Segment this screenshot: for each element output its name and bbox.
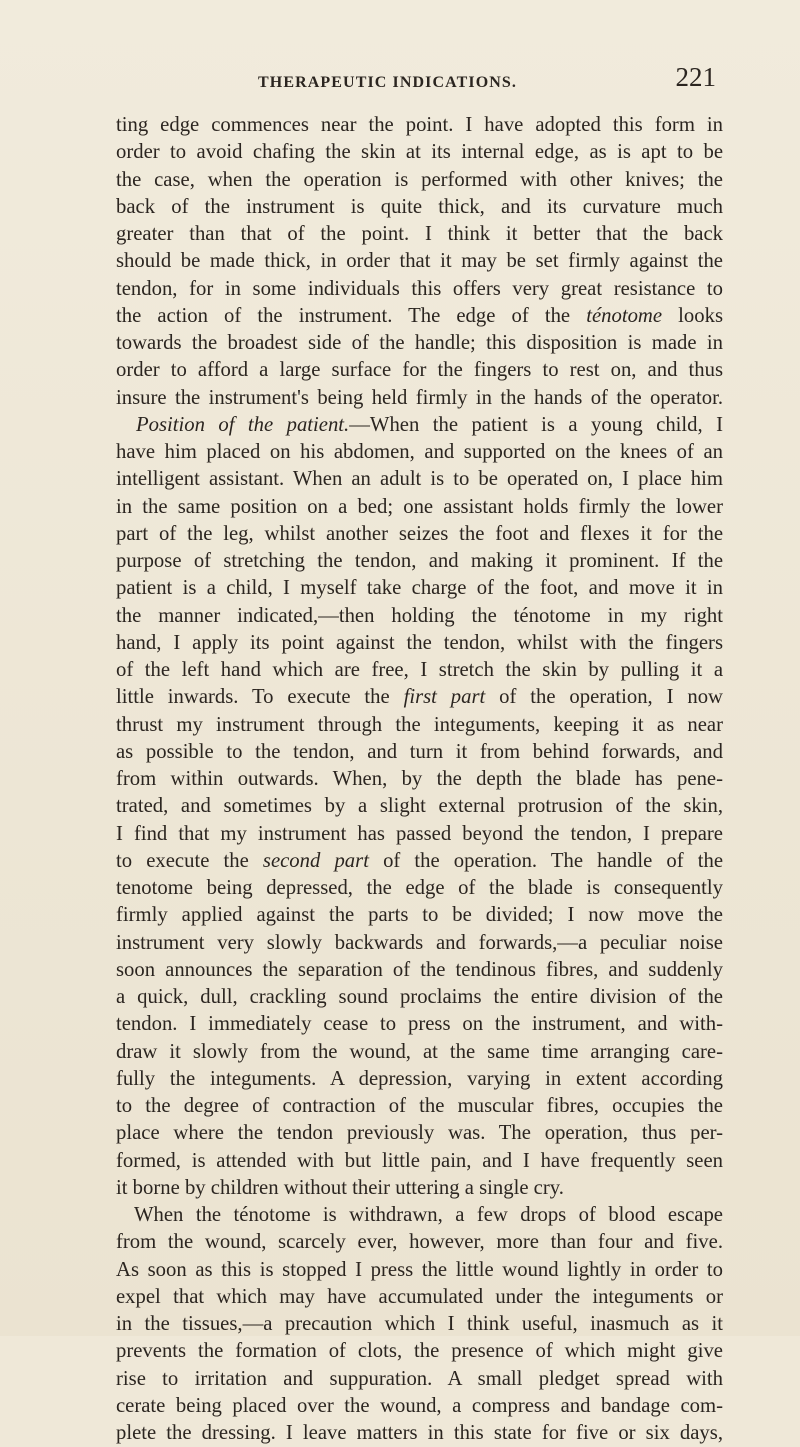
text-line: greater than that of the point. I think it better that the back [116,223,723,245]
text-line: place where the tendon previously was. The operation, thus per- [116,1122,723,1145]
text-line: to the degree of contraction of the muscular fibres, occupies the [116,1095,723,1117]
text-line: soon announces the separation of the tendinous fibres, and suddenly [116,958,723,981]
text-line: order to avoid chafing the skin at its internal edge, as is apt to be [116,141,723,164]
text-line: towards the broadest side of the handle; this disposition is made in [116,332,723,354]
text-line: as possible to the tendon, and turn it from behind forwards, and [116,740,723,763]
text-line: draw it slowly from the wound, at the same time arranging care- [116,1040,723,1063]
section-heading: Position of the patient. [136,413,350,436]
italic-term: first part [403,686,486,709]
text-segment: to execute the [116,849,263,872]
text-line: plete the dressing. I leave matters in this state for five or six days, [116,1422,723,1444]
text-line: prevents the formation of clots, the presence of which might give [116,1340,723,1363]
page-number: 221 [675,62,716,92]
text-segment: of the operation, I now [485,686,723,709]
text-line: should be made thick, in order that it may be set firmly against the [116,250,723,273]
text-line: of the left hand which are free, I stretch the skin by pulling it a [116,659,723,681]
text-line: When the ténotome is withdrawn, a few drops of blood escape [134,1204,723,1226]
text-line [116,412,723,439]
italic-term: ténotome [586,304,663,327]
text-line: have him placed on his abdomen, and supported on the knees of an [116,441,723,463]
text-segment: little inwards. To execute the [116,686,404,709]
text-line: the case, when the operation is performed with other knives; the [116,168,723,191]
text-line: ting edge commences near the point. I have adopted this form in [116,114,723,136]
text-line: back of the instrument is quite thick, and its curvature much [116,195,723,218]
text-line: firmly applied against the parts to be divided; I now move the [116,904,723,927]
text-line: tendon. I immediately cease to press on the instrument, and with- [116,1013,723,1036]
text-line: fully the integuments. A depression, varying in extent according [116,1067,723,1090]
text-line: purpose of stretching the tendon, and making it prominent. If the [116,550,723,572]
text-line: trated, and sometimes by a slight external protrusion of the skin, [116,795,723,818]
text-line: rise to irritation and suppuration. A small pledget spread with [116,1367,723,1390]
text-line: expel that which may have accumulated under the integuments or [116,1285,723,1308]
text-line: patient is a child, I myself take charge of the foot, and move it in [116,577,723,600]
text-line: in the tissues,—a precaution which I think useful, inasmuch as it [116,1313,723,1335]
text-line: intelligent assistant. When an adult is to be operated on, I place him [116,468,723,491]
text-line: part of the leg, whilst another seizes the foot and flexes it for the [116,522,723,545]
text-line: hand, I apply its point against the tendon, whilst with the fingers [116,631,723,654]
text-line: it borne by children without their uttering a single cry. [116,1176,564,1199]
text-line: from the wound, scarcely ever, however, more than four and five. [116,1231,723,1254]
text-line [116,303,723,330]
body-text [116,112,723,1447]
text-segment: looks [662,304,723,327]
italic-term: second part [262,849,369,872]
text-segment: of the operation. The handle of the [368,849,724,872]
text-line [116,684,723,711]
text-segment: the action of the instrument. The edge of the [116,304,587,327]
text-line: insure the instrument's being held firmly in the hands of the operator. [116,386,723,409]
text-line: tenotome being depressed, the edge of the blade is consequently [116,877,723,899]
page-header [116,62,716,96]
text-line: the manner indicated,—then holding the ténotome in my right [116,604,723,627]
text-segment: —When the patient is a young child, I [349,413,723,436]
text-line: tendon, for in some individuals this offers very great resistance to [116,277,723,300]
text-line: cerate being placed over the wound, a compress and bandage com- [116,1394,723,1417]
text-line: I find that my instrument has passed beyond the tendon, I prepare [116,822,723,845]
text-line: instrument very slowly backwards and forwards,—a peculiar noise [116,931,723,954]
text-line: from within outwards. When, by the depth the blade has pene- [116,768,723,790]
running-title: THERAPEUTIC INDICATIONS. [258,74,518,91]
text-line: formed, is attended with but little pain, and I have frequently seen [116,1149,723,1172]
text-line: a quick, dull, crackling sound proclaims the entire division of the [116,986,723,1008]
text-line: in the same position on a bed; one assistant holds firmly the lower [116,495,723,518]
text-line [116,848,723,875]
text-line: As soon as this is stopped I press the little wound lightly in order to [116,1258,723,1281]
text-line: thrust my instrument through the integuments, keeping it as near [116,713,723,736]
text-line: order to afford a large surface for the fingers to rest on, and thus [116,359,723,382]
